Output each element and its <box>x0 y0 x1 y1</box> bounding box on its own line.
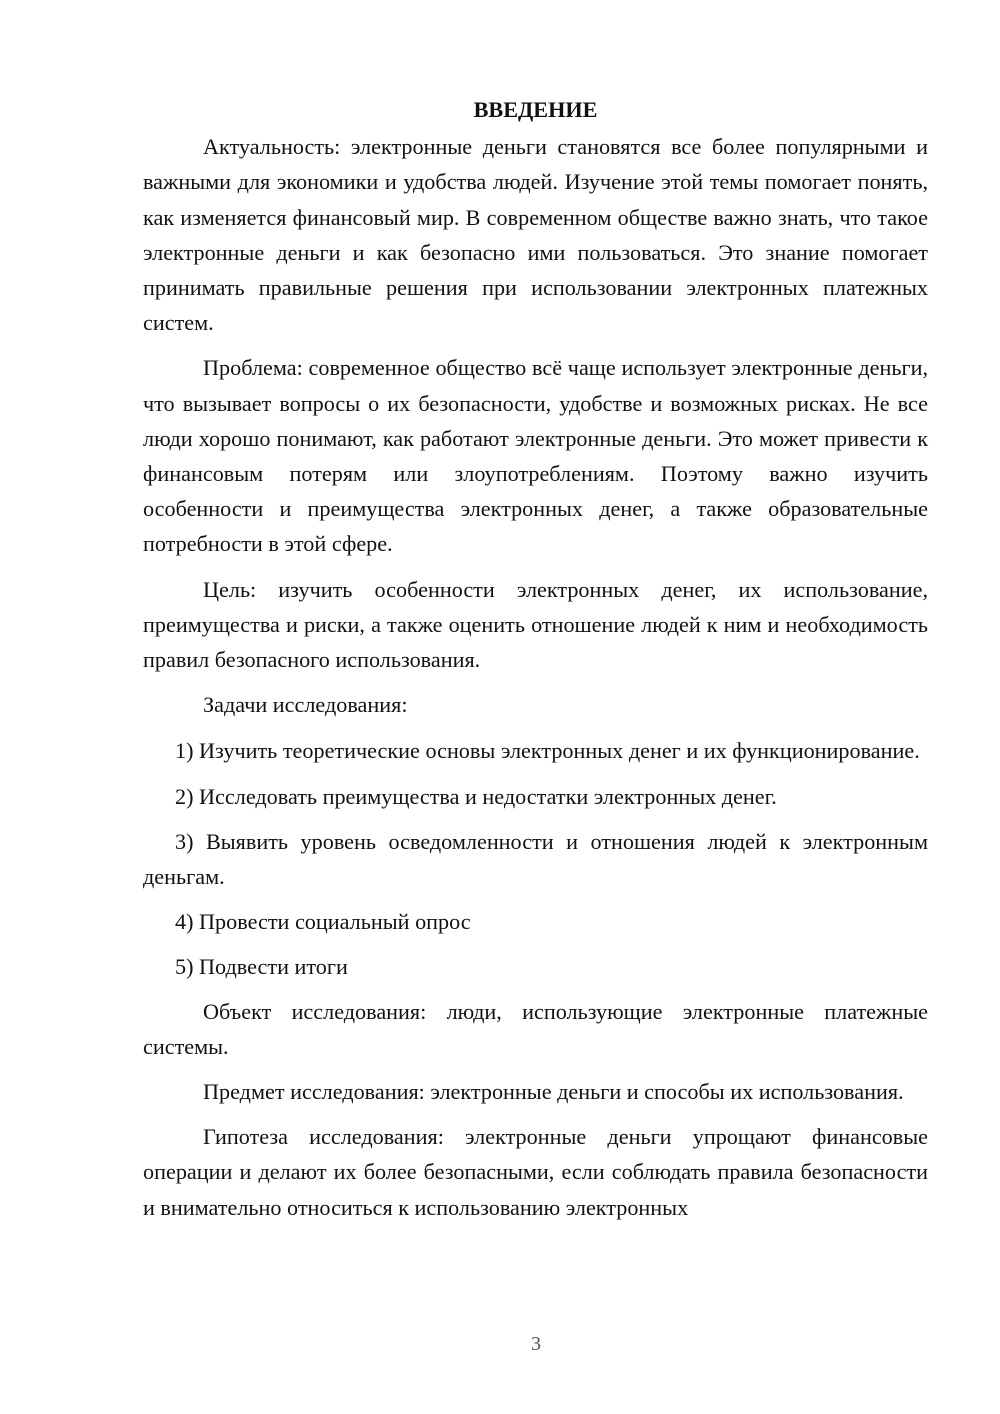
page-number: 3 <box>531 1333 541 1355</box>
paragraph-object: Объект исследования: люди, использующие электронные платежные системы. <box>143 998 928 1059</box>
paragraph-relevance: Актуальность: электронные деньги становятся все более популярными и важными для экономики и удобства людей. Изучение этой темы помогает понять, как изменяется финансовый мир. В современном обществе важно знать, что такое электронные деньги и как безопасно ими пользоваться. Это знание помогает принимать правильные решения при использовании электронных платежных систем. <box>143 134 928 336</box>
tasks-heading: Задачи исследования: <box>203 692 408 718</box>
paragraph-hypothesis: Гипотеза исследования: электронные деньги упрощают финансовые операции и делают их более безопасными, если соблюдать правила безопасности и внимательно относиться к использованию электронных <box>143 1124 928 1220</box>
page-title: ВВЕДЕНИЕ <box>473 97 598 122</box>
paragraph-subject: Предмет исследования: электронные деньги и способы их использования. <box>203 1079 904 1105</box>
task-item-2: 2) Исследовать преимущества и недостатки электронных денег. <box>175 783 777 809</box>
task-item-1: 1) Изучить теоретические основы электронных денег и их функционирование. <box>175 738 920 764</box>
paragraph-goal: Цель: изучить особенности электронных денег, их использование, преимущества и риски, а также оценить отношение людей к ним и необходимость правил безопасного использования. <box>143 576 928 673</box>
task-item-5: 5) Подвести итоги <box>175 954 348 980</box>
paragraph-problem: Проблема: современное общество всё чаще использует электронные деньги, что вызывает вопросы о их безопасности, удобстве и возможных рисках. Не все люди хорошо понимают, как работают электронные деньги. Это может привести к финансовым потерям или злоупотреблениям. Поэтому важно изучить особенности и преимущества электронных денег, а также образовательные потребности в этой сфере. <box>143 355 928 557</box>
task-item-3: 3) Выявить уровень осведомленности и отношения людей к электронным деньгам. <box>143 828 928 890</box>
task-item-4: 4) Провести социальный опрос <box>175 909 471 935</box>
page-content <box>143 92 928 1235</box>
